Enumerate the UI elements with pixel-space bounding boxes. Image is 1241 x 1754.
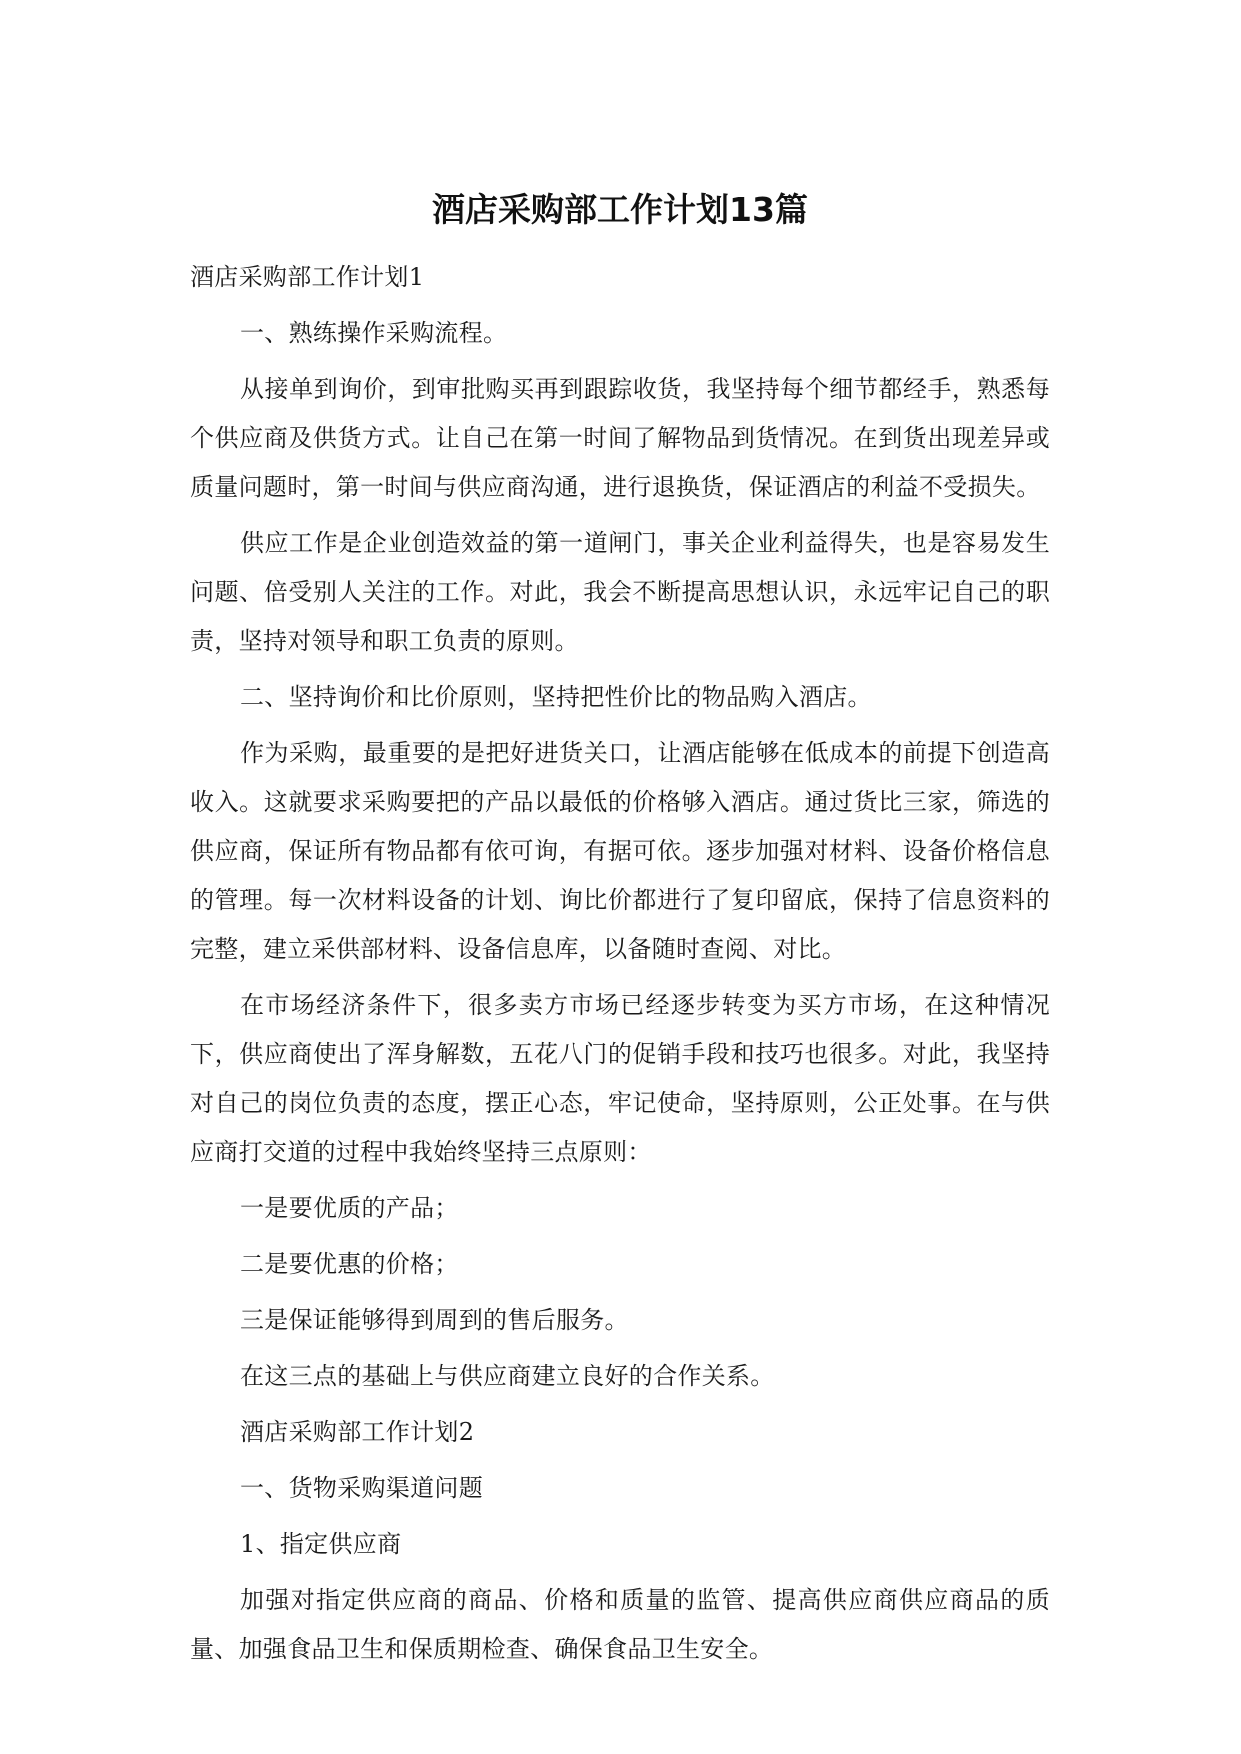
paragraph: 二、坚持询价和比价原则，坚持把性价比的物品购入酒店。 bbox=[240, 683, 872, 711]
paragraph: 在市场经济条件下，很多卖方市场已经逐步转变为买方市场，在这种情况下，供应商使出了浑身解数，五花八门的促销手段和技巧也很多。对此，我坚持对自己的岗位负责的态度，摆正心态，牢记使命，坚持原则，公正处事。在与供应商打交道的过程中我始终坚持三点原则： bbox=[190, 991, 1050, 1166]
paragraph: 作为采购，最重要的是把好进货关口，让酒店能够在低成本的前提下创造高收入。这就要求采购要把的产品以最低的价格够入酒店。通过货比三家，筛选的供应商，保证所有物品都有依可询，有据可依。逐步加强对材料、设备价格信息的管理。每一次材料设备的计划、询比价都进行了复印留底，保持了信息资料的完整，建立采供部材料、设备信息库，以备随时查阅、对比。 bbox=[190, 739, 1050, 963]
paragraph: 一是要优质的产品； bbox=[240, 1194, 459, 1222]
paragraph: 供应工作是企业创造效益的第一道闸门，事关企业利益得失，也是容易发生问题、倍受别人关注的工作。对此，我会不断提高思想认识，永远牢记自己的职责，坚持对领导和职工负责的原则。 bbox=[190, 529, 1050, 655]
paragraph: 1、指定供应商 bbox=[240, 1530, 402, 1558]
paragraph: 加强对指定供应商的商品、价格和质量的监管、提高供应商供应商品的质量、加强食品卫生和保质期检查、确保食品卫生安全。 bbox=[190, 1586, 1050, 1663]
paragraph: 从接单到询价，到审批购买再到跟踪收货，我坚持每个细节都经手，熟悉每个供应商及供货方式。让自己在第一时间了解物品到货情况。在到货出现差异或质量问题时，第一时间与供应商沟通，进行退换货，保证酒店的利益不受损失。 bbox=[190, 375, 1050, 501]
document-body bbox=[190, 253, 1050, 1681]
paragraph: 三是保证能够得到周到的售后服务。 bbox=[240, 1306, 629, 1334]
paragraph: 酒店采购部工作计划2 bbox=[240, 1418, 475, 1446]
document-title: 酒店采购部工作计划13篇 bbox=[432, 190, 808, 229]
document-page bbox=[190, 0, 1050, 1754]
paragraph: 酒店采购部工作计划1 bbox=[190, 263, 425, 291]
paragraph: 一、货物采购渠道问题 bbox=[240, 1474, 483, 1502]
paragraph: 在这三点的基础上与供应商建立良好的合作关系。 bbox=[240, 1362, 775, 1390]
paragraph: 一、熟练操作采购流程。 bbox=[240, 319, 508, 347]
paragraph: 二是要优惠的价格； bbox=[240, 1250, 459, 1278]
